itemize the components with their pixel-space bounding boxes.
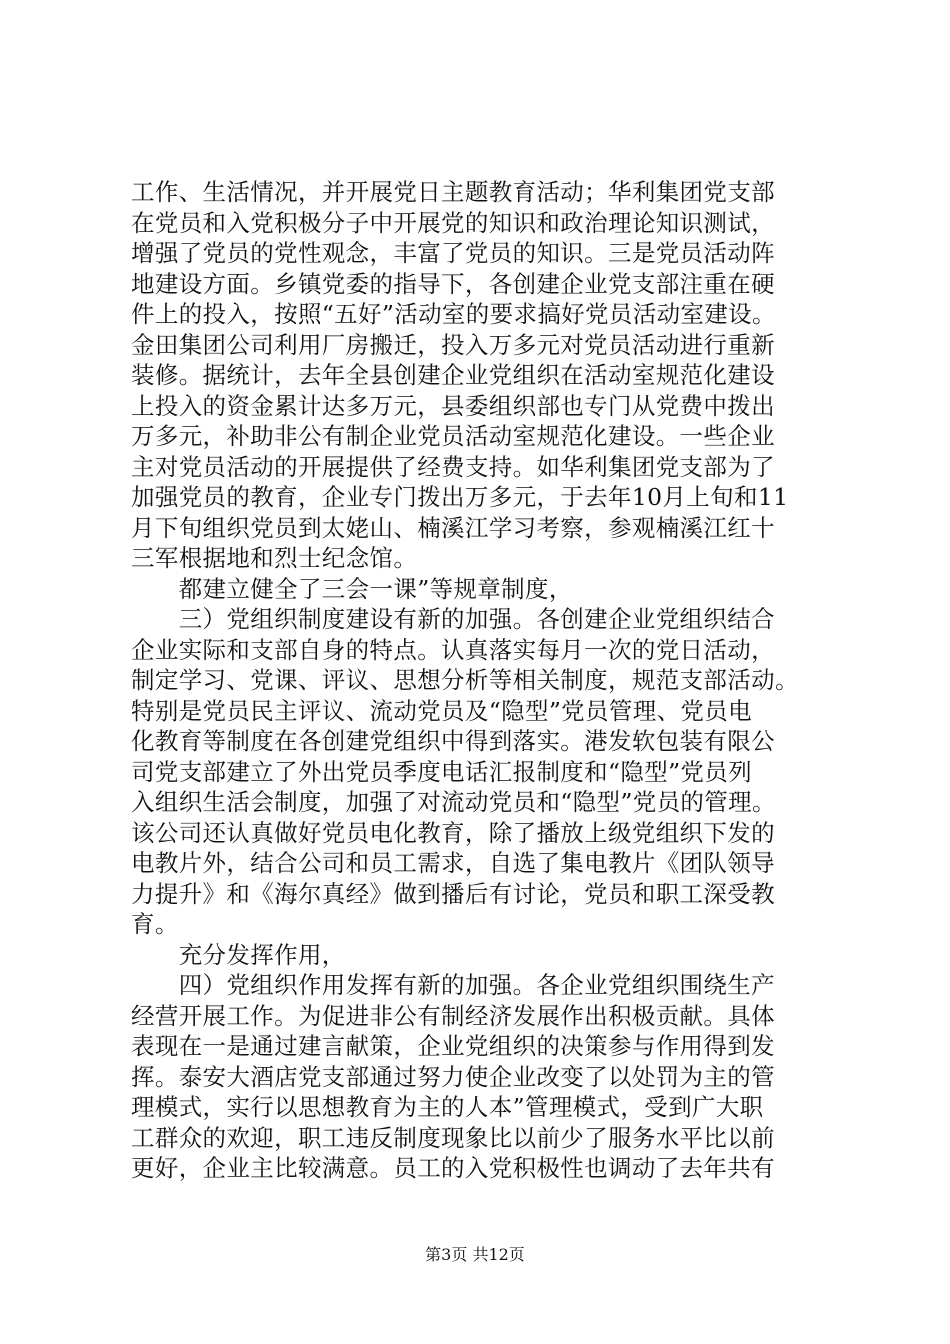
text-line: 充分发挥作用， (131, 940, 346, 969)
text-line: 企业实际和支部自身的特点。认真落实每月一次的党日活动， (131, 635, 775, 664)
text-line: 万多元，补助非公有制企业党员活动室规范化建设。一些企业 (131, 422, 775, 450)
text-line: 增强了党员的党性观念，丰富了党员的知识。三是党员活动阵 (131, 239, 775, 267)
text-line: 电教片外，结合公司和员工需求，自选了集电教片《团队领导 (131, 849, 775, 877)
text-line: 件上的投入，按照“五好”活动室的要求搞好党员活动室建设。 (131, 300, 776, 328)
text-line: 月下旬组织党员到太姥山、楠溪江学习考察，参观楠溪江红十 (131, 513, 775, 542)
text-line: 工作、生活情况，并开展党日主题教育活动；华利集团党支部 (131, 178, 775, 206)
text-line: 力提升》和《海尔真经》做到播后有讨论，党员和职工深受教 (131, 879, 775, 908)
text-line: 特别是党员民主评议、流动党员及“隐型”党员管理、党员电 (131, 696, 752, 725)
text-line: 更好，企业主比较满意。员工的入党积极性也调动了去年共有 (131, 1154, 775, 1182)
text-line: 三军根据地和烈士纪念馆。 (131, 544, 418, 572)
text-line: 三）党组织制度建设有新的加强。各创建企业党组织结合 (131, 605, 775, 633)
text-line: 经营开展工作。为促进非公有制经济发展作出积极贡献。具体 (131, 1001, 775, 1030)
text-line: 金田集团公司利用厂房搬迁，投入万多元对党员活动进行重新 (131, 330, 775, 359)
text-line: 入组织生活会制度，加强了对流动党员和“隐型”党员的管理。 (131, 788, 776, 816)
text-line: 挥。泰安大酒店党支部通过努力使企业改变了以处罚为主的管 (131, 1062, 775, 1091)
text-line: 育。 (131, 910, 179, 938)
text-line: 化教育等制度在各创建党组织中得到落实。港发软包装有限公 (131, 727, 775, 755)
text-line: 上投入的资金累计达多万元，县委组织部也专门从党费中拨出 (131, 391, 775, 420)
text-line: 制定学习、党课、评议、思想分析等相关制度，规范支部活动。 (131, 666, 799, 694)
text-line: 工群众的欢迎，职工违反制度现象比以前少了服务水平比以前 (131, 1123, 775, 1152)
document-body (131, 177, 851, 1184)
text-line: 都建立健全了三会一课”等规章制度， (131, 574, 573, 603)
text-line: 司党支部建立了外出党员季度电话汇报制度和“隐型”党员列 (131, 757, 752, 786)
text-line: 地建设方面。乡镇党委的指导下，各创建企业党支部注重在硬 (131, 269, 775, 298)
page-number-footer: 第3页 共12页 (425, 1245, 525, 1264)
text-line: 表现在一是通过建言献策，企业党组织的决策参与作用得到发 (131, 1032, 775, 1060)
text-line: 理模式，实行以思想教育为主的人本”管理模式，受到广大职 (131, 1093, 764, 1121)
text-line: 该公司还认真做好党员电化教育，除了播放上级党组织下发的 (131, 818, 775, 847)
text-line: 装修。据统计，去年全县创建企业党组织在活动室规范化建设 (131, 361, 775, 389)
text-line: 主对党员活动的开展提供了经费支持。如华利集团党支部为了 (131, 452, 775, 481)
text-line: 加强党员的教育，企业专门拨出万多元，于去年10月上旬和11 (131, 483, 789, 511)
text-line: 在党员和入党积极分子中开展党的知识和政治理论知识测试， (131, 208, 775, 237)
text-line: 四）党组织作用发挥有新的加强。各企业党组织围绕生产 (131, 971, 775, 999)
